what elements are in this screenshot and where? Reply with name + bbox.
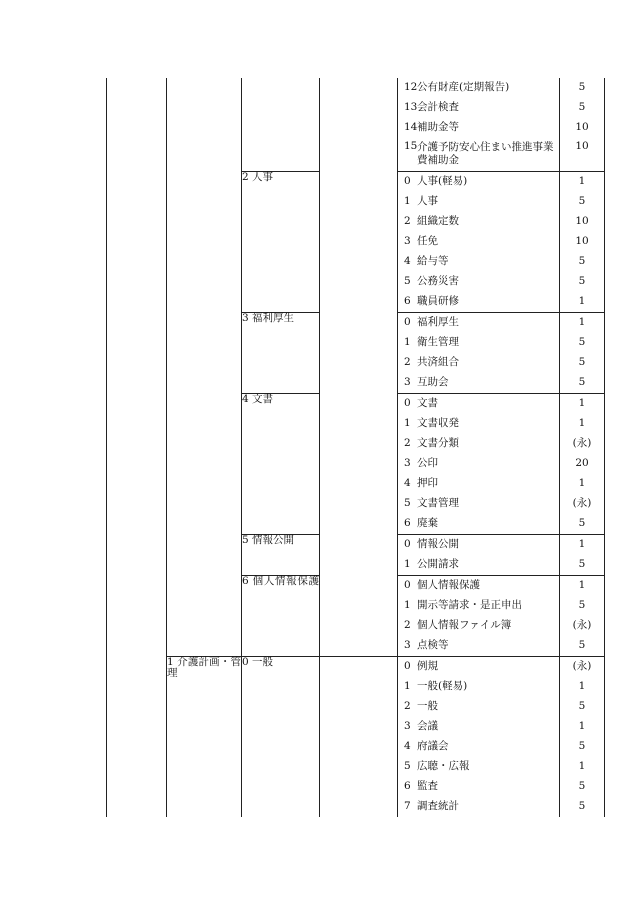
retention-value: 5 <box>578 780 586 793</box>
retention-value: 20 <box>575 457 589 470</box>
list-item <box>398 212 559 232</box>
item-number: 3 <box>404 639 411 652</box>
subsection-cell <box>320 576 398 657</box>
table-row <box>107 394 605 535</box>
section-cell <box>167 78 242 172</box>
item-number: 2 <box>404 700 411 713</box>
subsection-label: 5 情報公開 <box>242 534 295 546</box>
item-name: 会議 <box>417 720 438 733</box>
retention-value: 5 <box>578 376 586 389</box>
item-number: 0 <box>404 660 411 673</box>
list-item <box>398 777 559 797</box>
item-name: 府議会 <box>417 740 449 753</box>
item-name: 互助会 <box>417 376 449 389</box>
subsection-cell <box>320 172 398 313</box>
item-number: 1 <box>404 336 411 349</box>
item-number: 4 <box>404 255 411 268</box>
table-row <box>107 535 605 576</box>
item-name-cell <box>398 313 560 394</box>
list-item <box>398 138 559 171</box>
category-cell <box>107 78 167 172</box>
list-item <box>398 494 559 514</box>
section-cell <box>167 576 242 657</box>
item-name-cell <box>398 172 560 313</box>
item-number: 6 <box>404 517 411 530</box>
item-number: 1 <box>404 680 411 693</box>
list-item <box>398 697 559 717</box>
list-item <box>398 252 559 272</box>
item-number: 6 <box>404 295 411 308</box>
item-name: 公印 <box>417 457 438 470</box>
retention-value: 1 <box>578 397 586 410</box>
retention-cell <box>560 172 605 313</box>
list-item <box>398 454 559 474</box>
retention-value: 1 <box>578 316 586 329</box>
retention-value: (永) <box>572 437 592 450</box>
subsection-label: 6 個人情報保護 <box>242 575 319 587</box>
item-number: 3 <box>404 720 411 733</box>
item-number: 1 <box>404 599 411 612</box>
item-name-cell <box>398 657 560 818</box>
item-name: 開示等請求・是正申出 <box>417 599 522 612</box>
list-item <box>398 636 559 656</box>
list-item <box>398 797 559 817</box>
category-cell <box>107 657 167 818</box>
retention-value: (永) <box>572 619 592 632</box>
table-row <box>107 576 605 657</box>
item-number: 0 <box>404 316 411 329</box>
item-number: 5 <box>404 760 411 773</box>
retention-value: 5 <box>578 356 586 369</box>
list-item <box>398 172 559 192</box>
table-row <box>107 78 605 172</box>
list-item <box>398 78 559 98</box>
item-number: 2 <box>404 437 411 450</box>
item-number: 14 <box>404 121 418 134</box>
item-number: 0 <box>404 397 411 410</box>
item-name: 監査 <box>417 780 438 793</box>
retention-value: 5 <box>578 275 586 288</box>
retention-value: 1 <box>578 295 586 308</box>
retention-value: 10 <box>575 140 589 152</box>
item-name: 人事(軽易) <box>417 175 468 188</box>
retention-value: 1 <box>578 417 586 430</box>
retention-value: 5 <box>578 517 586 530</box>
subsection-cell <box>320 313 398 394</box>
list-item <box>398 313 559 333</box>
item-name: 広聴・広報 <box>417 760 470 773</box>
section-cell <box>242 535 320 576</box>
list-item <box>398 292 559 312</box>
retention-cell <box>560 78 605 172</box>
item-number: 2 <box>404 619 411 632</box>
item-name: 公有財産(定期報告) <box>417 81 510 94</box>
subsection-cell <box>320 535 398 576</box>
item-name: 公開請求 <box>417 558 459 571</box>
item-name: 廃棄 <box>417 517 438 530</box>
section-cell <box>242 313 320 394</box>
retention-value: (永) <box>572 660 592 673</box>
item-number: 0 <box>404 538 411 551</box>
subsection-label: 3 福利厚生 <box>242 312 295 324</box>
item-number: 13 <box>404 101 418 114</box>
list-item <box>398 555 559 575</box>
retention-cell <box>560 657 605 818</box>
list-item <box>398 118 559 138</box>
item-name: 文書管理 <box>417 497 459 510</box>
table-row <box>107 313 605 394</box>
item-number: 4 <box>404 477 411 490</box>
item-number: 3 <box>404 235 411 248</box>
list-item <box>398 514 559 534</box>
item-number: 7 <box>404 800 411 813</box>
list-item <box>398 576 559 596</box>
item-name: 職員研修 <box>417 295 459 308</box>
retention-value: 10 <box>575 121 589 134</box>
section-cell <box>242 394 320 535</box>
section-label: 1 介護計画・管理 <box>167 656 241 680</box>
item-name: 公務災害 <box>417 275 459 288</box>
section-cell <box>167 313 242 394</box>
list-item <box>398 333 559 353</box>
item-number: 5 <box>404 497 411 510</box>
list-item <box>398 535 559 555</box>
item-name-cell <box>398 394 560 535</box>
subsection-cell <box>320 78 398 172</box>
item-name: 会計検査 <box>417 101 459 114</box>
retention-cell <box>560 394 605 535</box>
list-item <box>398 657 559 677</box>
item-name: 押印 <box>417 477 438 490</box>
list-item <box>398 353 559 373</box>
retention-cell <box>560 535 605 576</box>
retention-value: 10 <box>575 235 589 248</box>
item-name: 点検等 <box>417 639 449 652</box>
item-name: 組織定数 <box>417 215 459 228</box>
item-name: 一般(軽易) <box>417 680 468 693</box>
list-item <box>398 394 559 414</box>
list-item <box>398 737 559 757</box>
table-row <box>107 172 605 313</box>
item-name: 補助金等 <box>417 121 459 134</box>
retention-value: (永) <box>572 497 592 510</box>
list-item <box>398 616 559 636</box>
item-name: 個人情報保護 <box>417 579 480 592</box>
item-name-cell <box>398 535 560 576</box>
item-number: 12 <box>404 81 418 94</box>
subsection-label: 4 文書 <box>242 393 274 405</box>
retention-value: 5 <box>578 195 586 208</box>
section-cell <box>242 78 320 172</box>
item-name-cell <box>398 576 560 657</box>
item-name: 個人情報ファイル簿 <box>417 619 512 632</box>
item-name: 任免 <box>417 235 438 248</box>
section-cell <box>242 576 320 657</box>
table-body <box>107 78 605 817</box>
subsection-label: 2 人事 <box>242 171 274 183</box>
item-number: 6 <box>404 780 411 793</box>
section-cell <box>167 394 242 535</box>
item-number: 4 <box>404 740 411 753</box>
item-name-cell <box>398 78 560 172</box>
retention-value: 5 <box>578 740 586 753</box>
list-item <box>398 717 559 737</box>
item-name: 調査統計 <box>417 800 459 813</box>
item-name: 共済組合 <box>417 356 459 369</box>
retention-cell <box>560 313 605 394</box>
retention-value: 5 <box>578 639 586 652</box>
item-number: 3 <box>404 457 411 470</box>
item-name: 一般 <box>417 700 438 713</box>
list-item <box>398 232 559 252</box>
retention-value: 5 <box>578 336 586 349</box>
item-name: 文書 <box>417 397 438 410</box>
item-number: 3 <box>404 376 411 389</box>
retention-value: 5 <box>578 800 586 813</box>
section-cell <box>242 172 320 313</box>
item-name: 例規 <box>417 660 438 673</box>
retention-value: 1 <box>578 175 586 188</box>
section-cell <box>167 535 242 576</box>
table-row <box>107 657 605 818</box>
retention-value: 5 <box>578 255 586 268</box>
item-number: 1 <box>404 195 411 208</box>
retention-value: 1 <box>578 579 586 592</box>
item-number: 5 <box>404 275 411 288</box>
list-item <box>398 98 559 118</box>
retention-value: 1 <box>578 477 586 490</box>
retention-value: 10 <box>575 215 589 228</box>
subsection-label: 0 一般 <box>242 656 274 668</box>
item-name: 情報公開 <box>417 538 459 551</box>
subsection-cell <box>320 657 398 818</box>
item-name: 福利厚生 <box>417 316 459 329</box>
list-item <box>398 434 559 454</box>
section-cell <box>167 172 242 313</box>
retention-value: 1 <box>578 538 586 551</box>
retention-value: 1 <box>578 680 586 693</box>
list-item <box>398 757 559 777</box>
list-item <box>398 677 559 697</box>
category-cell <box>107 172 167 313</box>
item-number: 1 <box>404 558 411 571</box>
category-cell <box>107 535 167 576</box>
item-number: 1 <box>404 417 411 430</box>
item-name: 人事 <box>417 195 438 208</box>
item-name: 衛生管理 <box>417 336 459 349</box>
item-number: 0 <box>404 175 411 188</box>
item-number: 15 <box>404 140 418 152</box>
list-item <box>398 272 559 292</box>
list-item <box>398 373 559 393</box>
item-number: 2 <box>404 356 411 369</box>
list-item <box>398 414 559 434</box>
list-item <box>398 474 559 494</box>
retention-value: 5 <box>578 558 586 571</box>
item-number: 0 <box>404 579 411 592</box>
list-item <box>398 596 559 616</box>
section-cell <box>167 657 242 818</box>
item-name: 文書分類 <box>417 437 459 450</box>
item-name: 給与等 <box>417 255 449 268</box>
category-cell <box>107 576 167 657</box>
category-cell <box>107 313 167 394</box>
list-item <box>398 192 559 212</box>
item-name: 介護予防安心住まい推進事業費補助金 <box>417 141 554 166</box>
retention-cell <box>560 576 605 657</box>
retention-value: 5 <box>578 81 586 94</box>
retention-schedule-table <box>106 78 605 817</box>
retention-value: 5 <box>578 700 586 713</box>
subsection-cell <box>320 394 398 535</box>
category-cell <box>107 394 167 535</box>
retention-value: 5 <box>578 101 586 114</box>
item-name: 文書収発 <box>417 417 459 430</box>
retention-value: 5 <box>578 599 586 612</box>
item-number: 2 <box>404 215 411 228</box>
retention-value: 1 <box>578 720 586 733</box>
retention-value: 1 <box>578 760 586 773</box>
section-cell <box>242 657 320 818</box>
